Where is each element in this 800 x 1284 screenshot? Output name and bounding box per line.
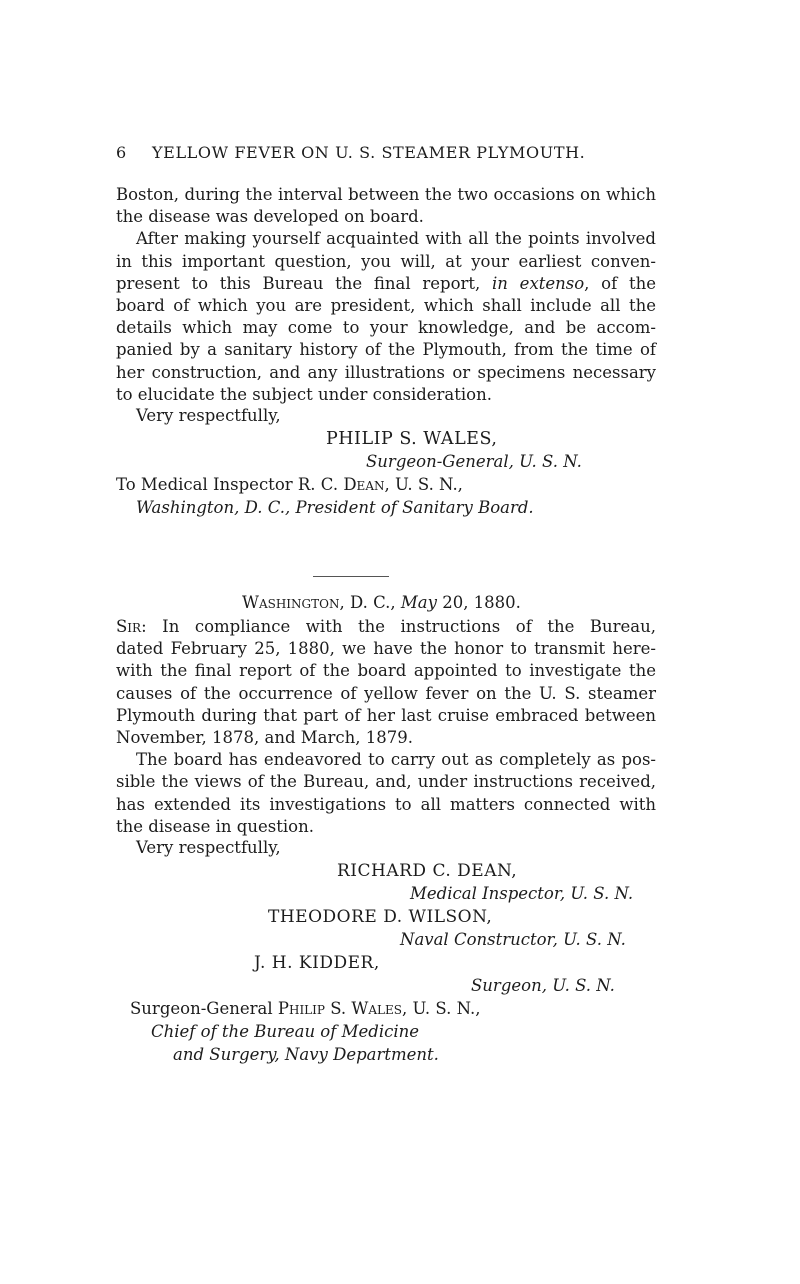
running-title: YELLOW FEVER ON U. S. STEAMER PLYMOUTH. [152, 143, 586, 162]
text-line: board of which you are president, which shall include all the [116, 295, 656, 315]
text-line: in this important question, you will, at your earliest conven- [116, 251, 656, 271]
letter1-signer: PHILIP S. WALES, [326, 429, 498, 449]
text-line: causes of the occurrence of yellow fever on the U. S. steamer [116, 683, 656, 703]
letter2-addressee-line2: Chief of the Bureau of Medicine [151, 1022, 420, 1041]
letter2-addressee: Surgeon-General Philip S. Wales, U. S. N., [130, 999, 481, 1018]
text-line: dated February 25, 1880, we have the honor to transmit here- [116, 639, 656, 659]
text-line: After making yourself acquainted with all the points involved [136, 229, 656, 249]
signer-title: Naval Constructor, U. S. N. [400, 930, 626, 949]
text-line: the disease in question. [116, 816, 314, 836]
signer-name: RICHARD C. DEAN, [337, 861, 518, 881]
letter1-to-line: To Medical Inspector R. C. Dean, U. S. N., [116, 475, 463, 494]
divider-rule [313, 576, 389, 577]
text-line: the disease was developed on board. [116, 207, 424, 227]
letter2-dateline: Washington, D. C., May 20, 1880. [242, 593, 521, 612]
text-line: her construction, and any illustrations or specimens necessary [116, 362, 656, 382]
letter2-body [116, 616, 656, 838]
text-line: details which may come to your knowledge, and be accom- [116, 318, 656, 338]
text-line: present to this Bureau the final report, in extenso, of the [116, 273, 656, 293]
letter2-addressee-line3: and Surgery, Navy Department. [173, 1045, 439, 1064]
text-line: The board has endeavored to carry out as completely as pos- [136, 750, 656, 770]
letter2-closing: Very respectfully, [136, 838, 281, 857]
letter1-body [116, 184, 656, 406]
text-line: panied by a sanitary history of the Plymouth, from the time of [116, 340, 656, 360]
text-line: November, 1878, and March, 1879. [116, 727, 413, 747]
signer-name: J. H. KIDDER, [254, 953, 380, 973]
text-line: sible the views of the Bureau, and, under instructions received, [116, 772, 656, 792]
page-number: 6 [116, 143, 127, 162]
text-line: Plymouth during that part of her last cruise embraced between [116, 705, 656, 725]
signer-title: Medical Inspector, U. S. N. [410, 884, 634, 903]
text-line: has extended its investigations to all matters connected with [116, 794, 656, 814]
text-line: with the final report of the board appointed to investigate the [116, 661, 656, 681]
text-line: Boston, during the interval between the two occasions on which [116, 185, 656, 204]
text-line: Sir: In compliance with the instructions of the Bureau, [116, 617, 656, 636]
letter1-closing: Very respectfully, [136, 406, 281, 425]
text-line: to elucidate the subject under consideration. [116, 384, 492, 404]
signer-title: Surgeon, U. S. N. [471, 976, 615, 995]
letter1-to-address: Washington, D. C., President of Sanitary Board. [136, 498, 534, 517]
letter1-signer-title: Surgeon-General, U. S. N. [366, 452, 582, 471]
signer-name: THEODORE D. WILSON, [268, 907, 493, 927]
